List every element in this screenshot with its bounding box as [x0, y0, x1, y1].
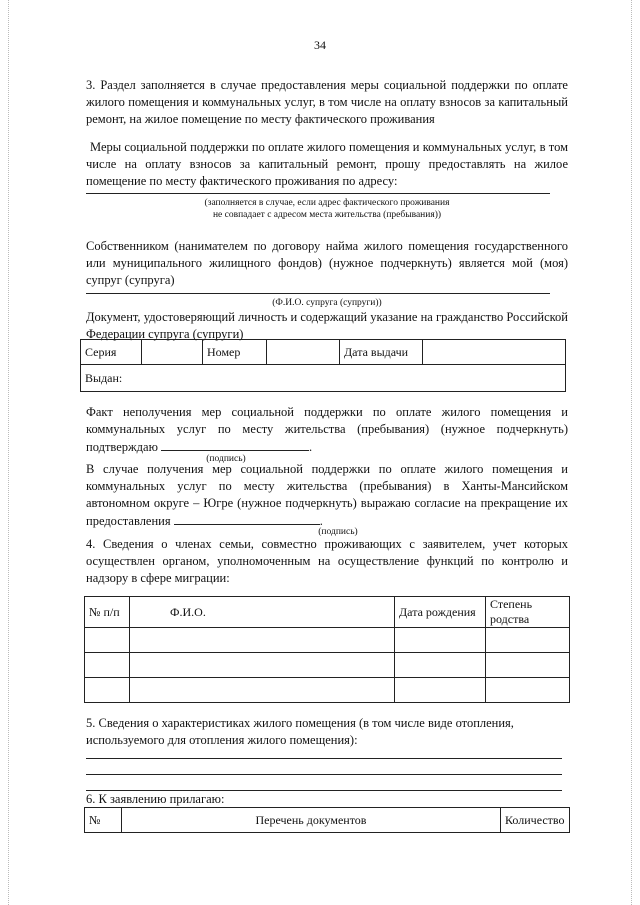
scan-edge-left [8, 0, 10, 905]
series-label: Серия [81, 340, 142, 365]
col-relationship: Степень родства [486, 597, 570, 628]
cell[interactable] [85, 678, 130, 703]
section4-heading: 4. Сведения о членах семьи, совместно проживающих с заявителем, учет которых осуществлен органом, уполномоченным на осуществление функций по контролю и надзору в сфере миграции: [86, 537, 568, 585]
non-receipt-signature-label: (подпись) [206, 454, 246, 464]
table-row [85, 678, 570, 703]
spouse-name-line[interactable] [86, 293, 550, 294]
attachments-table [84, 807, 570, 833]
section6-heading: 6. К заявлению прилагаю: [86, 792, 225, 806]
cell[interactable] [486, 628, 570, 653]
table-row [85, 653, 570, 678]
number-cell[interactable] [267, 340, 340, 365]
consent-text: В случае получения мер социальной поддержки по оплате жилого помещения и коммунальных услуг по месту жительства (пребывания) в Ханты-Мансийском автономном округе – Югре (нужное подчеркнуть) выражаю согласие на прекращение их предоставления . [86, 462, 568, 528]
col-document-list: Перечень документов [122, 808, 501, 833]
cell[interactable] [395, 653, 486, 678]
col-quantity: Количество [501, 808, 570, 833]
cell[interactable] [130, 678, 395, 703]
address-line[interactable] [86, 193, 550, 194]
section5-heading: 5. Сведения о характеристиках жилого помещения (в том числе виде отопления, используемого для отопления жилого помещения): [86, 716, 514, 747]
non-receipt-signature-line[interactable] [161, 438, 309, 451]
section3-heading: 3. Раздел заполняется в случае предоставления меры социальной поддержки по оплате жилого помещения и коммунальных услуг, в том числе на оплату взносов за капитальный ремонт, на жилое помещение по месту фактического проживания [86, 78, 568, 126]
series-cell[interactable] [142, 340, 203, 365]
col-birth-date: Дата рождения [395, 597, 486, 628]
cell[interactable] [85, 653, 130, 678]
address-note-2: не совпадает с адресом места жительства (пребывания)) [212, 210, 442, 220]
scan-edge-right [631, 0, 633, 905]
housing-line-1[interactable] [86, 758, 562, 759]
issue-date-label: Дата выдачи [340, 340, 423, 365]
number-label: Номер [203, 340, 267, 365]
page-number: 34 [314, 38, 326, 52]
cell[interactable] [486, 653, 570, 678]
consent-signature-line[interactable] [174, 512, 320, 525]
spouse-note: (Ф.И.О. супруга (супруги)) [272, 298, 382, 308]
cell[interactable] [395, 678, 486, 703]
consent-signature-label: (подпись) [318, 527, 358, 537]
owner-text: Собственником (нанимателем по договору найма жилого помещения государственного или муниципального жилищного фондов) (нужное подчеркнуть) является мой (моя) супруг (супруга) [86, 239, 568, 287]
non-receipt-text: Факт неполучения мер социальной поддержки по оплате жилого помещения и коммунальных услуг по месту жительства (пребывания) (нужное подчеркнуть) подтверждаю . [86, 405, 568, 454]
issued-by-label: Выдан: [85, 370, 123, 385]
address-note-1: (заполняется в случае, если адрес фактического проживания [204, 198, 450, 208]
cell[interactable] [486, 678, 570, 703]
col-attachment-number: № [85, 808, 122, 833]
housing-line-2[interactable] [86, 774, 562, 775]
section3-request: Меры социальной поддержки по оплате жилого помещения и коммунальных услуг, в том числе на оплату взносов за капитальный ремонт, прошу предоставлять на жилое помещение по месту фактического проживания по адресу: [86, 140, 568, 188]
cell[interactable] [130, 628, 395, 653]
col-number: № п/п [85, 597, 130, 628]
id-doc-text: Документ, удостоверяющий личность и содержащий указание на гражданство Российской Федерации супруга (супруги) [86, 310, 568, 341]
cell[interactable] [395, 628, 486, 653]
col-full-name: Ф.И.О. [130, 597, 395, 628]
table-row [85, 628, 570, 653]
cell[interactable] [85, 628, 130, 653]
family-members-table [84, 596, 570, 703]
id-document-table [80, 339, 566, 392]
issued-by-cell[interactable] [81, 365, 566, 392]
cell[interactable] [130, 653, 395, 678]
issue-date-cell[interactable] [423, 340, 566, 365]
